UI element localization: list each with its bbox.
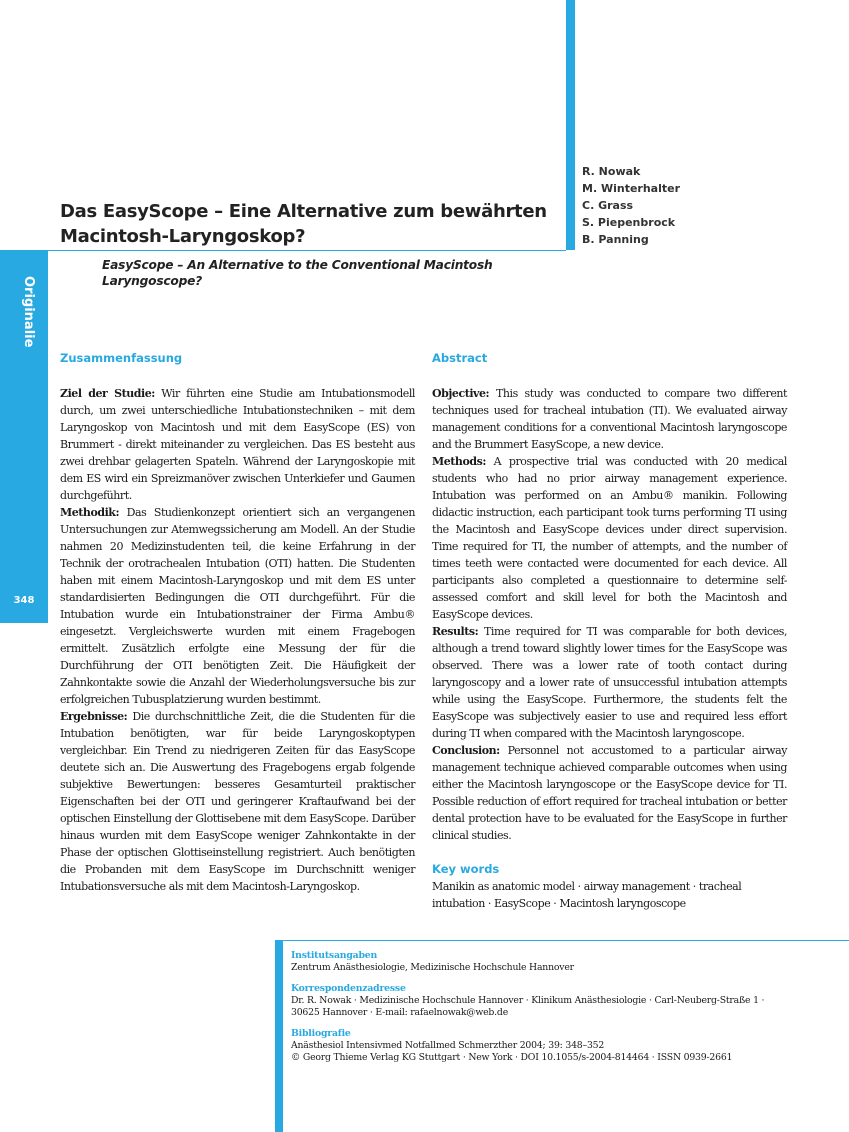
institut-text: Zentrum Anästhesiologie, Medizinische Hochschule Hannover	[291, 962, 574, 973]
methods-text: A prospective trial was conducted with 20 medical students who had no prior airway management experience. Intubation was performed on an Ambu® manikin. Following didactic instruction, each participant took turns performing TI using the Macintosh and EasyScope devices under direct supervision. Time required for TI, the number of attempts, and the number of times teeth were contacted were documented for each device. All participants also completed a questionnaire to determine self-assessed comfort and skill level for both the Macintosh and EasyScope devices.	[432, 455, 787, 621]
ergebnisse-paragraph	[60, 708, 415, 895]
author-list	[582, 163, 680, 248]
methods-label: Methods:	[432, 455, 486, 468]
article-title: Das EasyScope – Eine Alternative zum bewährten Macintosh-Laryngoskop?	[60, 201, 547, 247]
results-text: Time required for TI was comparable for both devices, although a trend toward slightly lower times for the EasyScope was observed. There was a lower rate of tooth contact during laryngoscopy and a lower rate of unsuccessful intubation attempts while using the EasyScope. Furthermore, the students felt the EasyScope was subjectively easier to use and required less effort during TI when compared with the Macintosh laryngoscope.	[432, 625, 787, 740]
ergebnisse-label: Ergebnisse:	[60, 710, 128, 723]
korrespondenz-heading: Korrespondenzadresse	[291, 983, 406, 994]
korrespondenz-address	[291, 995, 811, 1019]
zusammenfassung-column	[60, 350, 415, 895]
zusammenfassung-heading: Zusammenfassung	[60, 351, 183, 365]
ziel-label: Ziel der Studie:	[60, 387, 155, 400]
ziel-paragraph	[60, 385, 415, 504]
korrespondenz-line: Dr. R. Nowak · Medizinische Hochschule Hannover · Klinikum Anästhesiologie · Carl-Neuberg-Straße 1 ·	[291, 995, 765, 1006]
title-rule	[0, 250, 566, 251]
accent-bar-top	[566, 0, 575, 250]
objective-paragraph	[432, 385, 787, 453]
methods-paragraph	[432, 453, 787, 623]
author: R. Nowak	[582, 165, 641, 178]
footer-rule	[283, 940, 849, 941]
author: B. Panning	[582, 233, 649, 246]
conclusion-paragraph	[432, 742, 787, 844]
institut-heading: Institutsangaben	[291, 950, 378, 961]
bibliografie-line: Anästhesiol Intensivmed Notfallmed Schmerzther 2004; 39: 348–352	[291, 1040, 605, 1051]
author: S. Piepenbrock	[582, 216, 676, 229]
methodik-text: Das Studienkonzept orientiert sich an vergangenen Untersuchungen zur Atemwegssicherung am Modell. An der Studie nahmen 20 Medizinstudenten teil, die keine Erfahrung in der Technik der orotrachealen Intubation (OTI) hatten. Die Studenten haben mit einem Macintosh-Laryngoskop und mit dem ES unter standardisierten Bedingungen die OTI durchgeführt. Für die Intubation wurde ein Intubationstrainer der Firma Ambu® eingesetzt. Vergleichswerte wurden mit einem Fragebogen ermittelt. Zusätzlich erfolgte eine Messung der für die Durchführung der OTI benötigten Zeit. Die Häufigkeit der Zahnkontakte sowie die Anzahl der Wiederholungsversuche bis zur erfolgreichen Tubusplatzierung wurden bestimmt.	[60, 506, 415, 706]
results-paragraph	[432, 623, 787, 742]
ziel-text: Wir führten eine Studie am Intubationsmodell durch, um zwei unterschiedliche Intubationstechniken – mit dem Laryngoskop von Macintosh und mit dem EasyScope (ES) von Brummert - direkt miteinander zu vergleichen. Das ES besteht aus zwei drehbar gelagerten Spateln. Während der Laryngoskopie mit dem ES wird ein Spreizmanöver zwischen Unterkiefer und Gaumen durchgeführt.	[60, 387, 415, 502]
accent-bar-bottom	[275, 940, 283, 1132]
conclusion-text: Personnel not accustomed to a particular airway management technique achieved comparable outcomes when using either the Macintosh laryngoscope or the EasyScope device for TI. Possible reduction of effort required for tracheal intubation or better dental protection have to be evaluated for the EasyScope in further clinical studies.	[432, 744, 787, 842]
methodik-label: Methodik:	[60, 506, 120, 519]
abstract-column	[432, 350, 787, 912]
bibliografie-text	[291, 1040, 811, 1064]
author: M. Winterhalter	[582, 182, 681, 195]
keywords-text: Manikin as anatomic model · airway management · tracheal intubation · EasyScope · Macintosh laryngoscope	[432, 880, 742, 910]
objective-text: This study was conducted to compare two different techniques used for tracheal intubation (TI). We evaluated airway management conditions for a conventional Macintosh laryngoscope and the Brummert EasyScope, a new device.	[432, 387, 787, 451]
methodik-paragraph	[60, 504, 415, 708]
bibliografie-heading: Bibliografie	[291, 1028, 351, 1039]
ergebnisse-text: Die durchschnittliche Zeit, die die Studenten für die Intubation benötigten, war für beide Laryngoskoptypen vergleichbar. Ein Trend zu niedrigeren Zeiten für das EasyScope deutete sich an. Die Auswertung des Fragebogens ergab folgende subjektive Bewertungen: besseres Gesamturteil praktischer Eigenschaften bei der OTI und geringerer Kraftaufwand bei der optischen Einstellung der Glottisebene mit dem EasyScope. Darüber hinaus wurden mit dem EasyScope weniger Zahnkontakte in der Phase der optischen Glottiseinstellung registriert. Auch benötigten die Probanden mit dem EasyScope im Durchschnitt weniger Intubationsversuche als mit dem Macintosh-Laryngoskop.	[60, 710, 415, 893]
keywords-heading: Key words	[432, 862, 500, 876]
article-info-box	[291, 950, 811, 1073]
english-title: EasyScope – An Alternative to the Conventional Macintosh Laryngoscope?	[102, 258, 493, 288]
results-label: Results:	[432, 625, 479, 638]
author: C. Grass	[582, 199, 634, 212]
conclusion-label: Conclusion:	[432, 744, 500, 757]
page-number: 348	[13, 595, 35, 606]
korrespondenz-line: 30625 Hannover · E-mail: rafaelnowak@web.de	[291, 1007, 508, 1018]
section-label: Originalie	[21, 276, 36, 348]
objective-label: Objective:	[432, 387, 490, 400]
abstract-heading: Abstract	[432, 351, 488, 365]
bibliografie-line: © Georg Thieme Verlag KG Stuttgart · New York · DOI 10.1055/s-2004-814464 · ISSN 0939-2661	[291, 1052, 733, 1063]
